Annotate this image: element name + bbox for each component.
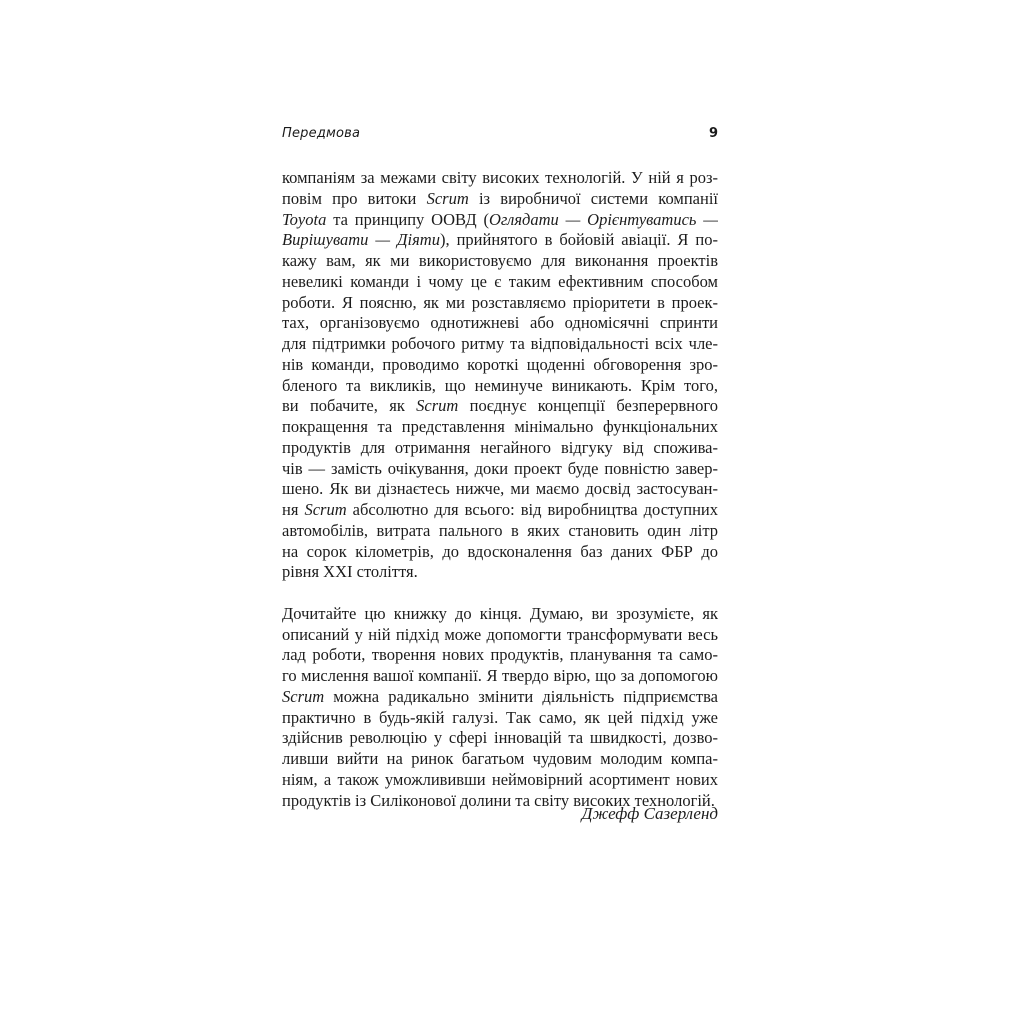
text-line: покращення та представлення мінімально функціональних <box>282 417 718 436</box>
italic-term: Scrum <box>282 686 325 706</box>
text-line: невеликі команди і чому це є таким ефективним способом <box>282 271 718 291</box>
text-line: описаний у ній підхід може допомогти трансформувати весь <box>282 624 718 644</box>
text-line: продуктів із Силіконової долини та світу високих технологій. <box>282 790 715 810</box>
text-line: Toyota та принципу ООВД (Оглядати — Орієнтуватись — <box>282 209 718 229</box>
text-line: автомобілів, витрата пального в яких становить один літр <box>282 520 718 540</box>
italic-term: Вирішувати — Діяти <box>282 230 440 250</box>
page-number: 9 <box>708 126 718 141</box>
text-line: кажу вам, як ми використовуємо для виконання проектів <box>282 251 718 270</box>
paragraph <box>282 168 718 583</box>
text-line: для підтримки робочого ритму та відповідальності всіх чле- <box>282 334 718 353</box>
text-line: продуктів для отримання негайного відгуку від спожива- <box>282 437 718 457</box>
text-line: ливши вийти на ринок багатьом чудовим молодим компа- <box>282 749 718 768</box>
text-line: чів — замість очікування, доки проект буде повністю завер- <box>282 458 718 478</box>
text-line: повім про витоки Scrum із виробничої системи компанії <box>282 188 718 208</box>
text-line: Дочитайте цю книжку до кінця. Думаю, ви зрозумієте, як <box>282 603 718 623</box>
text-line: компаніям за межами світу високих технологій. У ній я роз- <box>282 168 718 187</box>
paragraph-gap <box>282 583 718 604</box>
text-line: го мислення вашої компанії. Я твердо вірю, що за допомогою <box>282 666 718 685</box>
text-line: здійснив революцію у сфері інновацій та швидкості, дозво- <box>282 728 718 748</box>
paragraph <box>282 604 718 812</box>
text-line: бленого та викликів, що неминуче виникають. Крім того, <box>282 375 718 395</box>
italic-term: Scrum <box>304 500 347 519</box>
italic-term: Scrum <box>416 396 459 416</box>
text-line: Scrum можна радикально змінити діяльність підприємства <box>282 686 718 706</box>
italic-term: Toyota <box>282 209 327 229</box>
text-line: Вирішувати — Діяти), прийнятого в бойовій авіації. Я по- <box>282 230 719 250</box>
italic-term: Scrum <box>426 188 469 208</box>
text-line: роботи. Я поясню, як ми розставляємо пріоритети в проек- <box>282 292 718 312</box>
text-line: на сорок кілометрів, до вдосконалення баз даних ФБР до <box>282 541 718 561</box>
text-line: рівня XXI століття. <box>282 562 418 582</box>
text-line: шено. Як ви дізнаєтесь нижче, ми маємо досвід застосуван- <box>282 479 718 499</box>
author-signature: Джефф Сазерленд <box>581 804 718 823</box>
text-line: ніям, а також уможлививши неймовірний асортимент нових <box>282 769 718 789</box>
text-line: практично в будь-якій галузі. Так само, як цей підхід уже <box>282 707 718 727</box>
text-line: тах, організовуємо однотижневі або одномісячні спринти <box>282 313 718 333</box>
running-header <box>282 126 718 146</box>
running-title: Передмова <box>282 126 361 141</box>
text-line: ня Scrum абсолютно для всього: від виробництва доступних <box>282 500 719 519</box>
text-line: нів команди, проводимо короткі щоденні обговорення зро- <box>282 354 718 374</box>
italic-term: Оглядати — Орієнтуватись — <box>489 209 718 229</box>
text-line: ви побачите, як Scrum поєднує концепції безперервного <box>282 396 718 416</box>
body-text <box>282 168 718 811</box>
text-line: лад роботи, творення нових продуктів, планування та само- <box>282 645 718 665</box>
